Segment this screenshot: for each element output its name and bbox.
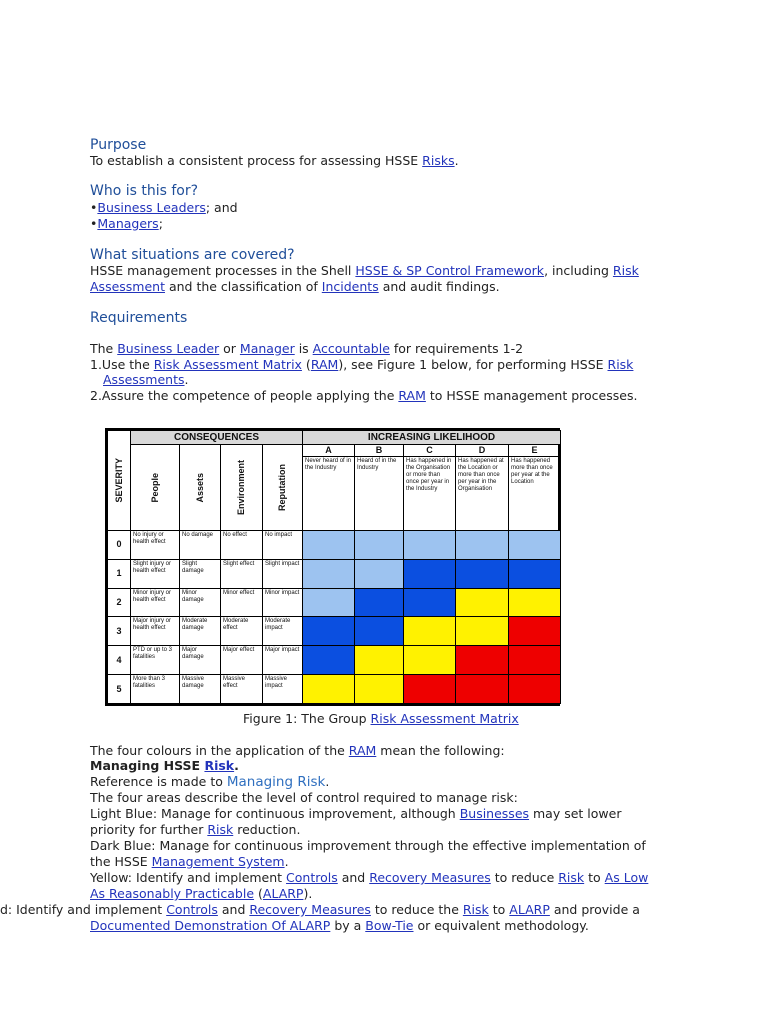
controls-link-2[interactable]: Controls [166, 902, 218, 917]
risk-cell [509, 588, 561, 617]
light-blue-line-2: priority for further Risk reduction. [90, 822, 301, 837]
severity-level: 2 [108, 588, 131, 617]
documented-demonstration-link[interactable]: Documented Demonstration Of ALARP [90, 918, 331, 933]
who-heading: Who is this for? [90, 183, 199, 199]
risk-cell [509, 559, 561, 588]
risk-cell [355, 675, 404, 704]
businesses-link[interactable]: Businesses [459, 806, 530, 821]
likelihood-d: D [456, 445, 509, 457]
as-low-link[interactable]: As Low [604, 870, 649, 885]
accountable-link[interactable]: Accountable [312, 341, 390, 356]
risk-cell [303, 675, 355, 704]
risk-cell [456, 559, 509, 588]
risk-cell [303, 531, 355, 560]
risk-cell [456, 675, 509, 704]
assessments-link[interactable]: Assessments [103, 372, 185, 387]
ram-matrix-link[interactable]: Risk Assessment Matrix [153, 357, 302, 372]
assets-consequence: Minor damage [180, 588, 221, 617]
severity-level: 0 [108, 531, 131, 560]
reputation-consequence: Minor impact [263, 588, 303, 617]
likelihood-a: A [303, 445, 355, 457]
figure-ram-link[interactable]: Risk Assessment Matrix [370, 711, 519, 726]
severity-level: 3 [108, 617, 131, 646]
reference-line: Reference is made to Managing Risk. [90, 774, 330, 790]
risk-cell [509, 675, 561, 704]
risk-cell [456, 588, 509, 617]
matrix-row [108, 646, 561, 675]
risk-cell [303, 588, 355, 617]
assessment-link[interactable]: Assessment [90, 279, 165, 294]
assets-consequence: No damage [180, 531, 221, 560]
bow-tie-link[interactable]: Bow-Tie [365, 918, 414, 933]
light-blue-line-1: Light Blue: Manage for continuous improvement, although Businesses may set lower [90, 806, 622, 821]
matrix-row [108, 559, 561, 588]
risk-cell [355, 617, 404, 646]
who-item-business-leaders: •Business Leaders; and [90, 200, 238, 215]
alarp-link-2[interactable]: ALARP [509, 902, 550, 917]
likelihood-c: C [404, 445, 456, 457]
recovery-measures-link[interactable]: Recovery Measures [369, 870, 491, 885]
likelihood-b: B [355, 445, 404, 457]
risk-cell [355, 531, 404, 560]
reputation-consequence: Major impact [263, 646, 303, 675]
requirement-1-line-2: Assessments. [103, 372, 189, 387]
risk-cell [456, 646, 509, 675]
likelihood-desc-c: Has happened in the Organisation or more than once per year in the Industry [404, 457, 456, 531]
reputation-consequence: Moderate impact [263, 617, 303, 646]
risk-cell [404, 646, 456, 675]
risks-link[interactable]: Risks [422, 153, 455, 168]
risk-cell [404, 617, 456, 646]
red-line-1: d: Identify and implement Controls and Recovery Measures to reduce the Risk to ALARP and provide a [0, 902, 640, 917]
environment-consequence: Massive effect [221, 675, 263, 704]
severity-header: SEVERITY [108, 431, 131, 531]
likelihood-desc-b: Heard of in the Industry [355, 457, 404, 531]
controls-link[interactable]: Controls [286, 870, 338, 885]
people-consequence: Minor injury or health effect [131, 588, 180, 617]
risk-cell [456, 617, 509, 646]
risk-cell [456, 531, 509, 560]
assets-consequence: Massive damage [180, 675, 221, 704]
risk-link-3[interactable]: Risk [207, 822, 234, 837]
situations-heading: What situations are covered? [90, 247, 295, 263]
people-consequence: PTD or up to 3 fatalities [131, 646, 180, 675]
risk-cell [509, 617, 561, 646]
assets-consequence: Moderate damage [180, 617, 221, 646]
risk-cell [404, 675, 456, 704]
likelihood-desc-e: Has happened more than once per year at the Location [509, 457, 561, 531]
managing-hsse-risk: Managing HSSE Risk. [90, 758, 239, 773]
col-people: People [131, 445, 180, 531]
people-consequence: More than 3 fatalities [131, 675, 180, 704]
reputation-consequence: No impact [263, 531, 303, 560]
risk-cell [509, 646, 561, 675]
purpose-text: To establish a consistent process for assessing HSSE Risks. [90, 153, 459, 168]
ram-link-3[interactable]: RAM [348, 743, 377, 758]
situations-line-1: HSSE management processes in the Shell HSSE & SP Control Framework, including Risk [90, 263, 639, 278]
risk-cell [404, 559, 456, 588]
risk-cell [404, 531, 456, 560]
risk-link-4[interactable]: Risk [558, 870, 585, 885]
people-consequence: No injury or health effect [131, 531, 180, 560]
requirements-intro: The Business Leader or Manager is Accountable for requirements 1-2 [90, 341, 524, 356]
risk-assessment-matrix [105, 428, 560, 706]
red-line-2: Documented Demonstration Of ALARP by a Bow-Tie or equivalent methodology. [90, 918, 589, 933]
dark-blue-line-1: Dark Blue: Manage for continuous improvement through the effective implementation of [90, 838, 646, 853]
requirements-heading: Requirements [90, 310, 188, 326]
risk-cell [303, 559, 355, 588]
people-consequence: Major injury or health effect [131, 617, 180, 646]
managers-link[interactable]: Managers [97, 216, 159, 231]
risk-cell [404, 588, 456, 617]
managing-risk-link[interactable]: Risk [204, 758, 235, 773]
manager-link[interactable]: Manager [239, 341, 295, 356]
figure-caption: Figure 1: The Group Risk Assessment Matrix [243, 711, 519, 726]
col-environment: Environment [221, 445, 263, 531]
ram-link[interactable]: RAM [310, 357, 339, 372]
matrix-row [108, 675, 561, 704]
four-areas-line: The four areas describe the level of control required to manage risk: [90, 790, 518, 805]
severity-level: 1 [108, 559, 131, 588]
ram-link-2[interactable]: RAM [398, 388, 426, 403]
severity-level: 4 [108, 646, 131, 675]
managing-risk-ref-link[interactable]: Managing Risk [226, 774, 326, 790]
risk-link-2[interactable]: Risk [607, 357, 634, 372]
business-leaders-link[interactable]: Business Leaders [97, 200, 206, 215]
reputation-consequence: Massive impact [263, 675, 303, 704]
likelihood-desc-a: Never heard of in the Industry [303, 457, 355, 531]
environment-consequence: No effect [221, 531, 263, 560]
who-item-managers: •Managers; [90, 216, 163, 231]
control-framework-link[interactable]: HSSE & SP Control Framework [355, 263, 545, 278]
environment-consequence: Minor effect [221, 588, 263, 617]
col-reputation: Reputation [263, 445, 303, 531]
yellow-line-2: As Reasonably Practicable (ALARP). [90, 886, 313, 901]
risk-cell [303, 617, 355, 646]
risk-cell [355, 646, 404, 675]
risk-cell [303, 646, 355, 675]
dark-blue-line-2: the HSSE Management System. [90, 854, 289, 869]
matrix-row [108, 588, 561, 617]
requirement-2: 2.Assure the competence of people applying the RAM to HSSE management processes. [90, 388, 638, 403]
environment-consequence: Slight effect [221, 559, 263, 588]
matrix-row [108, 531, 561, 560]
assets-consequence: Slight damage [180, 559, 221, 588]
assets-consequence: Major damage [180, 646, 221, 675]
risk-cell [509, 531, 561, 560]
requirement-1-line-1: 1.Use the Risk Assessment Matrix (RAM), see Figure 1 below, for performing HSSE Risk [90, 357, 634, 372]
colours-intro: The four colours in the application of the RAM mean the following: [90, 743, 505, 758]
incidents-link[interactable]: Incidents [321, 279, 379, 294]
matrix-row [108, 617, 561, 646]
risk-link[interactable]: Risk [612, 263, 639, 278]
consequences-header: CONSEQUENCES [131, 431, 303, 445]
purpose-heading: Purpose [90, 137, 147, 153]
alarp-link[interactable]: ALARP [262, 886, 304, 901]
environment-consequence: Moderate effect [221, 617, 263, 646]
likelihood-desc-d: Has happened at the Location or more than once per year in the Organisation [456, 457, 509, 531]
people-consequence: Slight injury or health effect [131, 559, 180, 588]
situations-line-2: Assessment and the classification of Incidents and audit findings. [90, 279, 500, 294]
risk-cell [355, 588, 404, 617]
recovery-measures-link-2[interactable]: Recovery Measures [249, 902, 371, 917]
likelihood-e: E [509, 445, 561, 457]
risk-cell [355, 559, 404, 588]
risk-link-5[interactable]: Risk [462, 902, 489, 917]
likelihood-header: INCREASING LIKELIHOOD [303, 431, 561, 445]
yellow-line-1: Yellow: Identify and implement Controls and Recovery Measures to reduce Risk to As Low [90, 870, 649, 885]
reputation-consequence: Slight impact [263, 559, 303, 588]
as-reasonably-practicable-link[interactable]: As Reasonably Practicable [90, 886, 255, 901]
severity-level: 5 [108, 675, 131, 704]
col-assets: Assets [180, 445, 221, 531]
environment-consequence: Major effect [221, 646, 263, 675]
management-system-link[interactable]: Management System [151, 854, 285, 869]
business-leader-link[interactable]: Business Leader [117, 341, 220, 356]
